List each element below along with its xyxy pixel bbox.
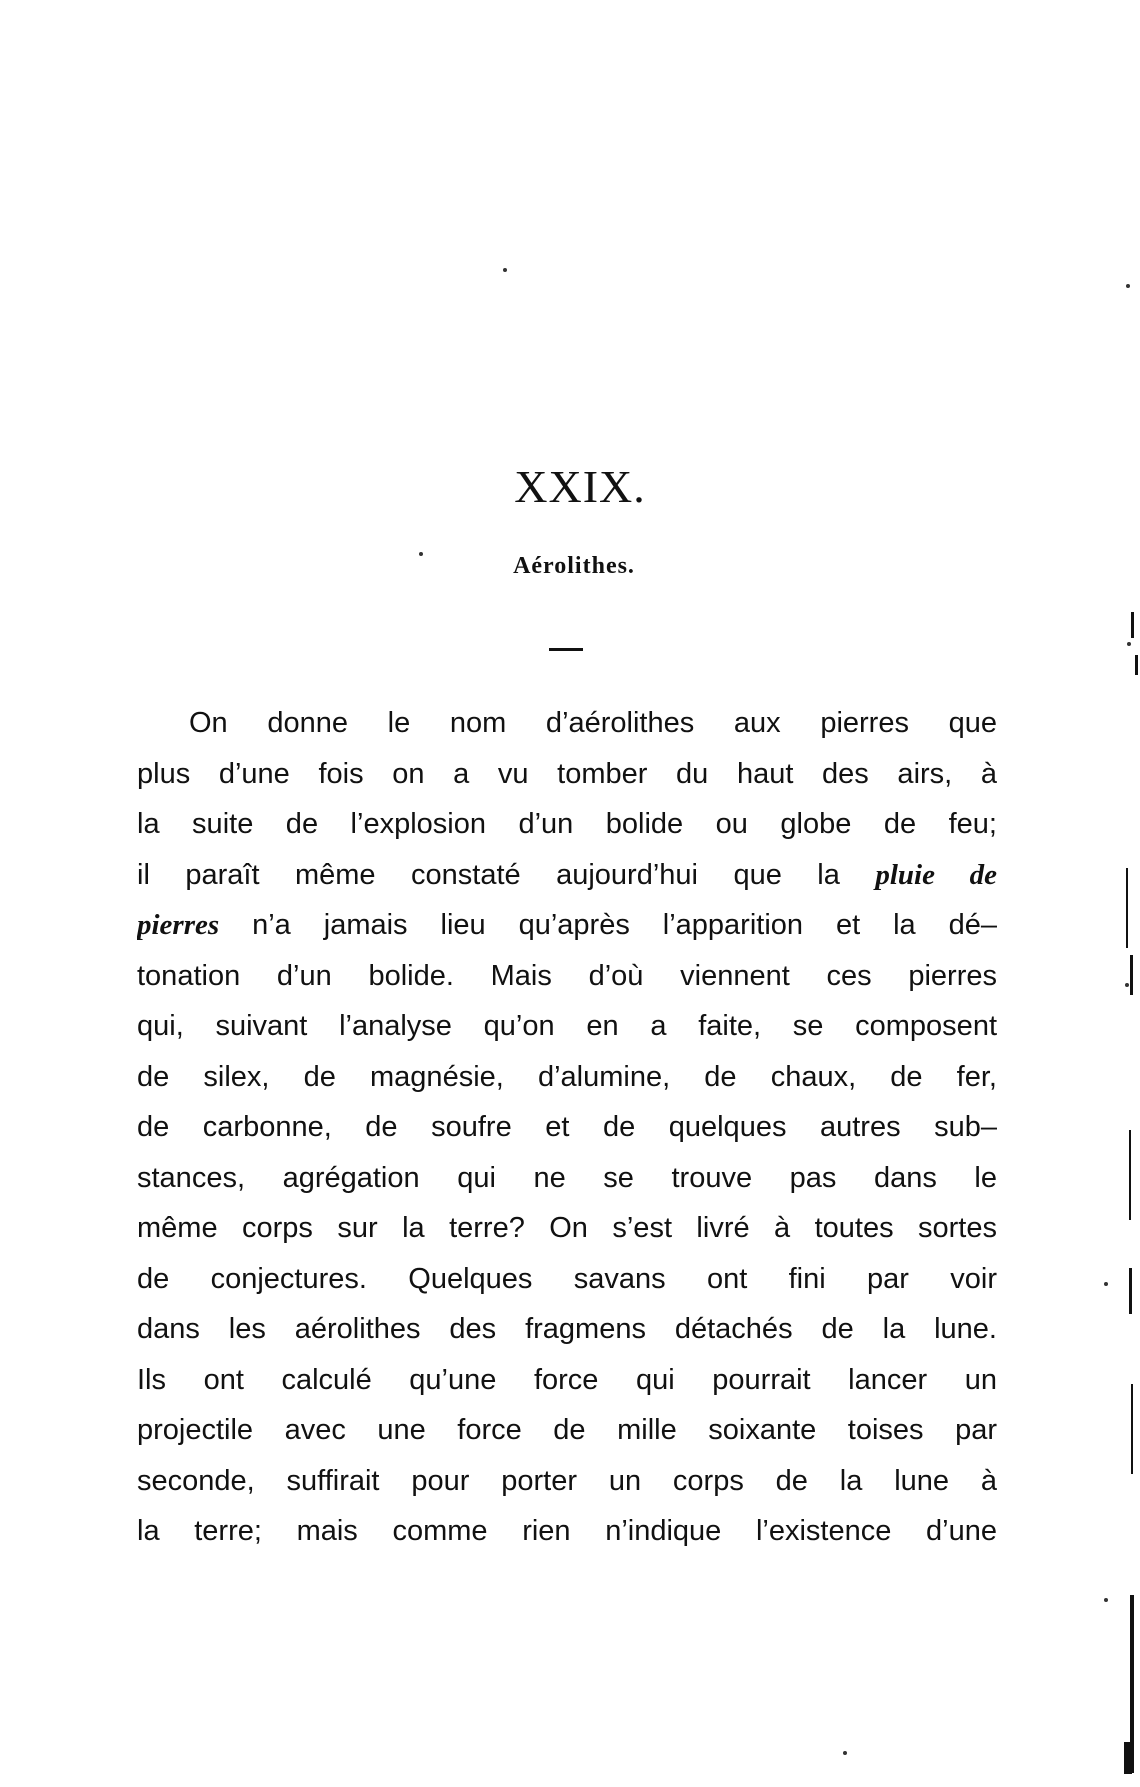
- scan-speck: [1126, 284, 1130, 288]
- text-line: de silex, de magnésie, d’alumine, de chaux, de fer,: [137, 1060, 997, 1093]
- text-line: plus d’une fois on a vu tomber du haut des airs, à: [137, 757, 997, 790]
- scan-edge-mark: [1135, 655, 1138, 675]
- chapter-title: Aérolithes.: [513, 553, 635, 579]
- scan-speck: [843, 1751, 847, 1755]
- scan-speck: [1125, 983, 1129, 987]
- scan-edge-mark: [1131, 1384, 1133, 1474]
- section-divider: [549, 648, 583, 651]
- text-line: la suite de l’explosion d’un bolide ou globe de feu;: [137, 808, 997, 840]
- text-line: de conjectures. Quelques savans ont fini par voir: [137, 1262, 997, 1295]
- scan-edge-mark: [1129, 1130, 1131, 1220]
- scan-edge-mark: [1126, 868, 1128, 948]
- scan-edge-mark: [1124, 1742, 1132, 1774]
- scan-edge-mark: [1129, 1268, 1132, 1314]
- text-line: de carbonne, de soufre et de quelques autres sub–: [137, 1111, 997, 1143]
- text-line: tonation d’un bolide. Mais d’où viennent ces pierres: [137, 959, 997, 992]
- chapter-number: XXIX.: [514, 461, 646, 512]
- italic-phrase: pluie de: [875, 858, 997, 891]
- paragraph: [137, 698, 997, 1557]
- text-line: Ils ont calculé qu’une force qui pourrait lancer un: [137, 1363, 997, 1396]
- text-line: il paraît même constaté aujourd’hui que la pluie de: [137, 858, 997, 891]
- text-line: même corps sur la terre? On s’est livré à toutes sortes: [137, 1212, 997, 1244]
- text-line: stances, agrégation qui ne se trouve pas dans le: [137, 1161, 997, 1194]
- scan-speck: [1127, 642, 1131, 646]
- text-line: dans les aérolithes des fragmens détachés de la lune.: [137, 1313, 997, 1345]
- text-line: la terre; mais comme rien n’indique l’existence d’une: [137, 1515, 997, 1547]
- scan-edge-mark: [1130, 955, 1133, 995]
- italic-phrase: pierres: [137, 909, 220, 941]
- scan-speck: [1104, 1598, 1108, 1602]
- text-line: qui, suivant l’analyse qu’on en a faite, se composent: [137, 1010, 997, 1042]
- text-line: On donne le nom d’aérolithes aux pierres que: [189, 707, 997, 739]
- text-line: seconde, suffirait pour porter un corps de la lune à: [137, 1464, 997, 1497]
- scan-speck: [1104, 1282, 1108, 1286]
- text-line: projectile avec une force de mille soixante toises par: [137, 1414, 997, 1446]
- text-line: pierres n’a jamais lieu qu’après l’apparition et la dé–: [137, 909, 997, 941]
- scan-speck: [503, 268, 507, 272]
- scan-edge-mark: [1131, 612, 1134, 638]
